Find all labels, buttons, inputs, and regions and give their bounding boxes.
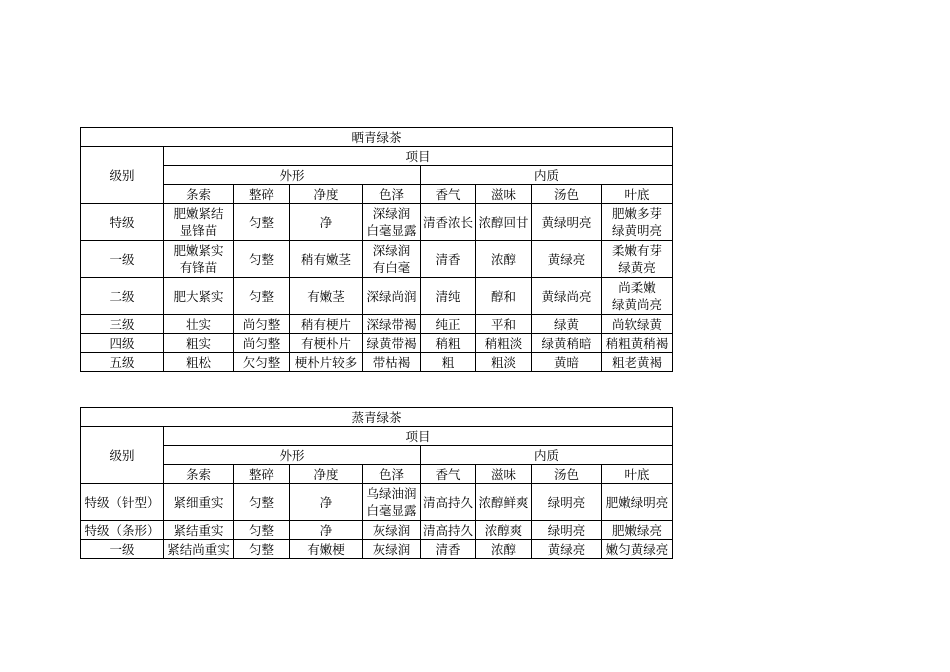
value-cell: 有梗朴片 xyxy=(290,334,363,353)
value-cell: 平和 xyxy=(476,315,532,334)
value-cell: 稍粗淡 xyxy=(476,334,532,353)
value-cell: 清香浓长 xyxy=(421,204,476,241)
value-cell: 尚匀整 xyxy=(234,334,290,353)
value-cell: 纯正 xyxy=(421,315,476,334)
value-cell: 肥大紧实 xyxy=(164,278,234,315)
table-title: 蒸青绿茶 xyxy=(81,408,673,427)
grade-cell: 特级 xyxy=(81,204,164,241)
value-cell: 清纯 xyxy=(421,278,476,315)
table-title: 晒青绿茶 xyxy=(81,128,673,147)
appearance-header: 外形 xyxy=(164,166,421,185)
grade-cell: 五级 xyxy=(81,353,164,372)
value-cell: 黄绿亮 xyxy=(532,540,602,559)
table-row xyxy=(81,540,673,559)
value-cell: 黄绿亮 xyxy=(532,241,602,278)
sun-dried-green-tea-table xyxy=(80,127,673,372)
value-cell: 清高持久 xyxy=(421,521,476,540)
value-cell: 匀整 xyxy=(234,278,290,315)
value-cell: 乌绿油润 白毫显露 xyxy=(363,484,421,521)
value-cell: 有嫩梗 xyxy=(290,540,363,559)
value-cell: 浓醇 xyxy=(476,540,532,559)
value-cell: 绿明亮 xyxy=(532,484,602,521)
table-row xyxy=(81,315,673,334)
table-row xyxy=(81,353,673,372)
column-header: 滋味 xyxy=(476,465,532,484)
column-header: 整碎 xyxy=(234,185,290,204)
value-cell: 粗松 xyxy=(164,353,234,372)
value-cell: 梗朴片较多 xyxy=(290,353,363,372)
value-cell: 净 xyxy=(290,521,363,540)
value-cell: 肥嫩绿亮 xyxy=(602,521,673,540)
value-cell: 稍有嫩茎 xyxy=(290,241,363,278)
value-cell: 深绿带褐 xyxy=(363,315,421,334)
value-cell: 清高持久 xyxy=(421,484,476,521)
value-cell: 深绿润 有白毫 xyxy=(363,241,421,278)
value-cell: 稍有梗片 xyxy=(290,315,363,334)
steamed-green-tea-table xyxy=(80,407,673,559)
grade-cell: 三级 xyxy=(81,315,164,334)
value-cell: 黄绿尚亮 xyxy=(532,278,602,315)
value-cell: 绿黄 xyxy=(532,315,602,334)
column-header: 香气 xyxy=(421,185,476,204)
value-cell: 深绿尚润 xyxy=(363,278,421,315)
grade-cell: 二级 xyxy=(81,278,164,315)
value-cell: 灰绿润 xyxy=(363,540,421,559)
value-cell: 清香 xyxy=(421,540,476,559)
value-cell: 绿明亮 xyxy=(532,521,602,540)
appearance-header: 外形 xyxy=(164,446,421,465)
column-header: 条索 xyxy=(164,185,234,204)
value-cell: 浓醇 xyxy=(476,241,532,278)
column-header: 条索 xyxy=(164,465,234,484)
value-cell: 柔嫩有芽 绿黄亮 xyxy=(602,241,673,278)
grade-cell: 一级 xyxy=(81,540,164,559)
value-cell: 肥嫩绿明亮 xyxy=(602,484,673,521)
value-cell: 匀整 xyxy=(234,521,290,540)
value-cell: 醇和 xyxy=(476,278,532,315)
value-cell: 嫩匀黄绿亮 xyxy=(602,540,673,559)
value-cell: 灰绿润 xyxy=(363,521,421,540)
value-cell: 粗实 xyxy=(164,334,234,353)
value-cell: 肥嫩紧结 显锋苗 xyxy=(164,204,234,241)
value-cell: 尚匀整 xyxy=(234,315,290,334)
item-header: 项目 xyxy=(164,147,673,166)
value-cell: 深绿润 白毫显露 xyxy=(363,204,421,241)
value-cell: 黄绿明亮 xyxy=(532,204,602,241)
value-cell: 肥嫩多芽 绿黄明亮 xyxy=(602,204,673,241)
value-cell: 稍粗 xyxy=(421,334,476,353)
table-row xyxy=(81,334,673,353)
column-header: 净度 xyxy=(290,465,363,484)
value-cell: 欠匀整 xyxy=(234,353,290,372)
table-row xyxy=(81,278,673,315)
table-row xyxy=(81,204,673,241)
value-cell: 稍粗黄稍褐 xyxy=(602,334,673,353)
value-cell: 粗淡 xyxy=(476,353,532,372)
value-cell: 匀整 xyxy=(234,540,290,559)
value-cell: 肥嫩紧实 有锋苗 xyxy=(164,241,234,278)
value-cell: 浓醇鲜爽 xyxy=(476,484,532,521)
quality-header: 内质 xyxy=(421,446,673,465)
grade-header: 级别 xyxy=(81,427,164,484)
value-cell: 净 xyxy=(290,484,363,521)
value-cell: 浓醇爽 xyxy=(476,521,532,540)
value-cell: 绿黄带褐 xyxy=(363,334,421,353)
column-header: 叶底 xyxy=(602,465,673,484)
value-cell: 带枯褐 xyxy=(363,353,421,372)
column-header: 汤色 xyxy=(532,465,602,484)
column-header: 滋味 xyxy=(476,185,532,204)
value-cell: 匀整 xyxy=(234,484,290,521)
column-header: 叶底 xyxy=(602,185,673,204)
value-cell: 清香 xyxy=(421,241,476,278)
value-cell: 粗老黄褐 xyxy=(602,353,673,372)
table-row xyxy=(81,484,673,521)
column-header: 整碎 xyxy=(234,465,290,484)
value-cell: 尚软绿黄 xyxy=(602,315,673,334)
value-cell: 黄暗 xyxy=(532,353,602,372)
grade-cell: 特级（针型） xyxy=(81,484,164,521)
table-row xyxy=(81,241,673,278)
value-cell: 净 xyxy=(290,204,363,241)
value-cell: 壮实 xyxy=(164,315,234,334)
value-cell: 紧结尚重实 xyxy=(164,540,234,559)
value-cell: 尚柔嫩 绿黄尚亮 xyxy=(602,278,673,315)
grade-cell: 四级 xyxy=(81,334,164,353)
value-cell: 紧细重实 xyxy=(164,484,234,521)
grade-cell: 特级（条形） xyxy=(81,521,164,540)
value-cell: 浓醇回甘 xyxy=(476,204,532,241)
grade-cell: 一级 xyxy=(81,241,164,278)
quality-header: 内质 xyxy=(421,166,673,185)
table-row xyxy=(81,521,673,540)
item-header: 项目 xyxy=(164,427,673,446)
value-cell: 匀整 xyxy=(234,241,290,278)
value-cell: 紧结重实 xyxy=(164,521,234,540)
grade-header: 级别 xyxy=(81,147,164,204)
value-cell: 粗 xyxy=(421,353,476,372)
column-header: 汤色 xyxy=(532,185,602,204)
value-cell: 绿黄稍暗 xyxy=(532,334,602,353)
column-header: 香气 xyxy=(421,465,476,484)
column-header: 色泽 xyxy=(363,185,421,204)
value-cell: 匀整 xyxy=(234,204,290,241)
value-cell: 有嫩茎 xyxy=(290,278,363,315)
column-header: 净度 xyxy=(290,185,363,204)
column-header: 色泽 xyxy=(363,465,421,484)
